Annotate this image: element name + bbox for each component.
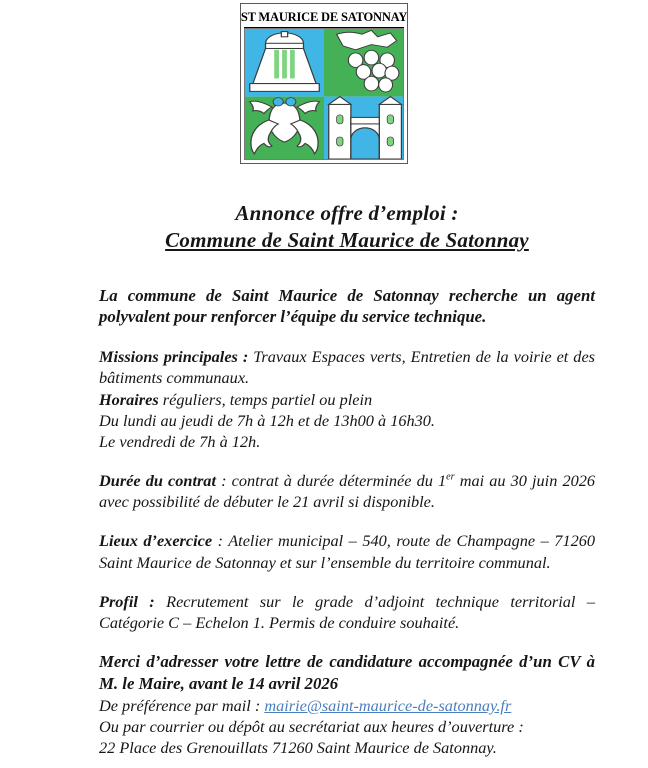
duree-ordinal-suffix: er bbox=[446, 471, 455, 483]
section-missions bbox=[99, 346, 595, 388]
commune-coat-of-arms bbox=[240, 3, 408, 164]
lieux-label: Lieux d’exercice bbox=[99, 531, 213, 551]
section-profil bbox=[99, 591, 595, 633]
profil-text: Recrutement sur le grade d’adjoint technique territorial – Catégorie C – Echelon 1. Permis de conduire souhaité. bbox=[99, 591, 595, 632]
title-line-announcement: Annonce offre d’emploi : bbox=[235, 201, 459, 225]
missions-text: Travaux Espaces verts, Entretien de la voirie et des bâtiments communaux. bbox=[99, 347, 596, 388]
job-offer-document bbox=[0, 200, 648, 758]
title-line-commune: Commune de Saint Maurice de Satonnay bbox=[165, 228, 529, 253]
mail-prefix-label: De préférence par mail : bbox=[99, 695, 265, 715]
section-duree bbox=[99, 470, 595, 512]
duree-text-before: : contrat à durée déterminée du 1 bbox=[215, 471, 447, 491]
contact-postal-line1: Ou par courrier ou dépôt au secrétariat aux heures d’ouverture : bbox=[99, 716, 524, 736]
intro-paragraph: La commune de Saint Maurice de Satonnay recherche un agent polyvalent pour renforcer l’équipe du service technique. bbox=[99, 285, 595, 327]
horaires-text: réguliers, temps partiel ou plein bbox=[158, 389, 373, 409]
horaires-label: Horaires bbox=[99, 389, 159, 409]
horaires-line3: Le vendredi de 7h à 12h. bbox=[99, 431, 261, 451]
duree-label: Durée du contrat bbox=[99, 471, 216, 491]
document-title bbox=[99, 200, 595, 255]
crest-shield bbox=[244, 28, 404, 160]
horaires-line2: Du lundi au jeudi de 7h à 12h et de 13h00 à 16h30. bbox=[99, 410, 435, 430]
lieux-text: : Atelier municipal – 540, route de Champagne – 71260 Saint Maurice de Satonnay et sur l’ensemble du territoire communal. bbox=[99, 531, 596, 572]
missions-label: Missions principales : bbox=[99, 347, 249, 367]
section-lieux bbox=[99, 530, 595, 572]
email-link[interactable]: mairie@saint-maurice-de-satonnay.fr bbox=[264, 695, 512, 715]
duree-text-after: mai au 30 juin 2026 avec possibilité de débuter le 21 avril si disponible. bbox=[99, 471, 596, 512]
profil-label: Profil : bbox=[99, 591, 155, 611]
section-horaires-line1 bbox=[99, 389, 595, 410]
contact-call-to-action: Merci d’adresser votre lettre de candidature accompagnée d’un CV à M. le Maire, avant le 14 avril 2026 bbox=[99, 652, 595, 693]
contact-postal-line2: 22 Place des Grenouillats 71260 Saint Maurice de Satonnay. bbox=[99, 738, 497, 758]
crest-banner-text: ST MAURICE DE SATONNAY bbox=[244, 7, 404, 28]
crest-container bbox=[0, 0, 648, 164]
contact-mail-line bbox=[99, 695, 595, 716]
crest-artwork-icon bbox=[245, 29, 403, 159]
